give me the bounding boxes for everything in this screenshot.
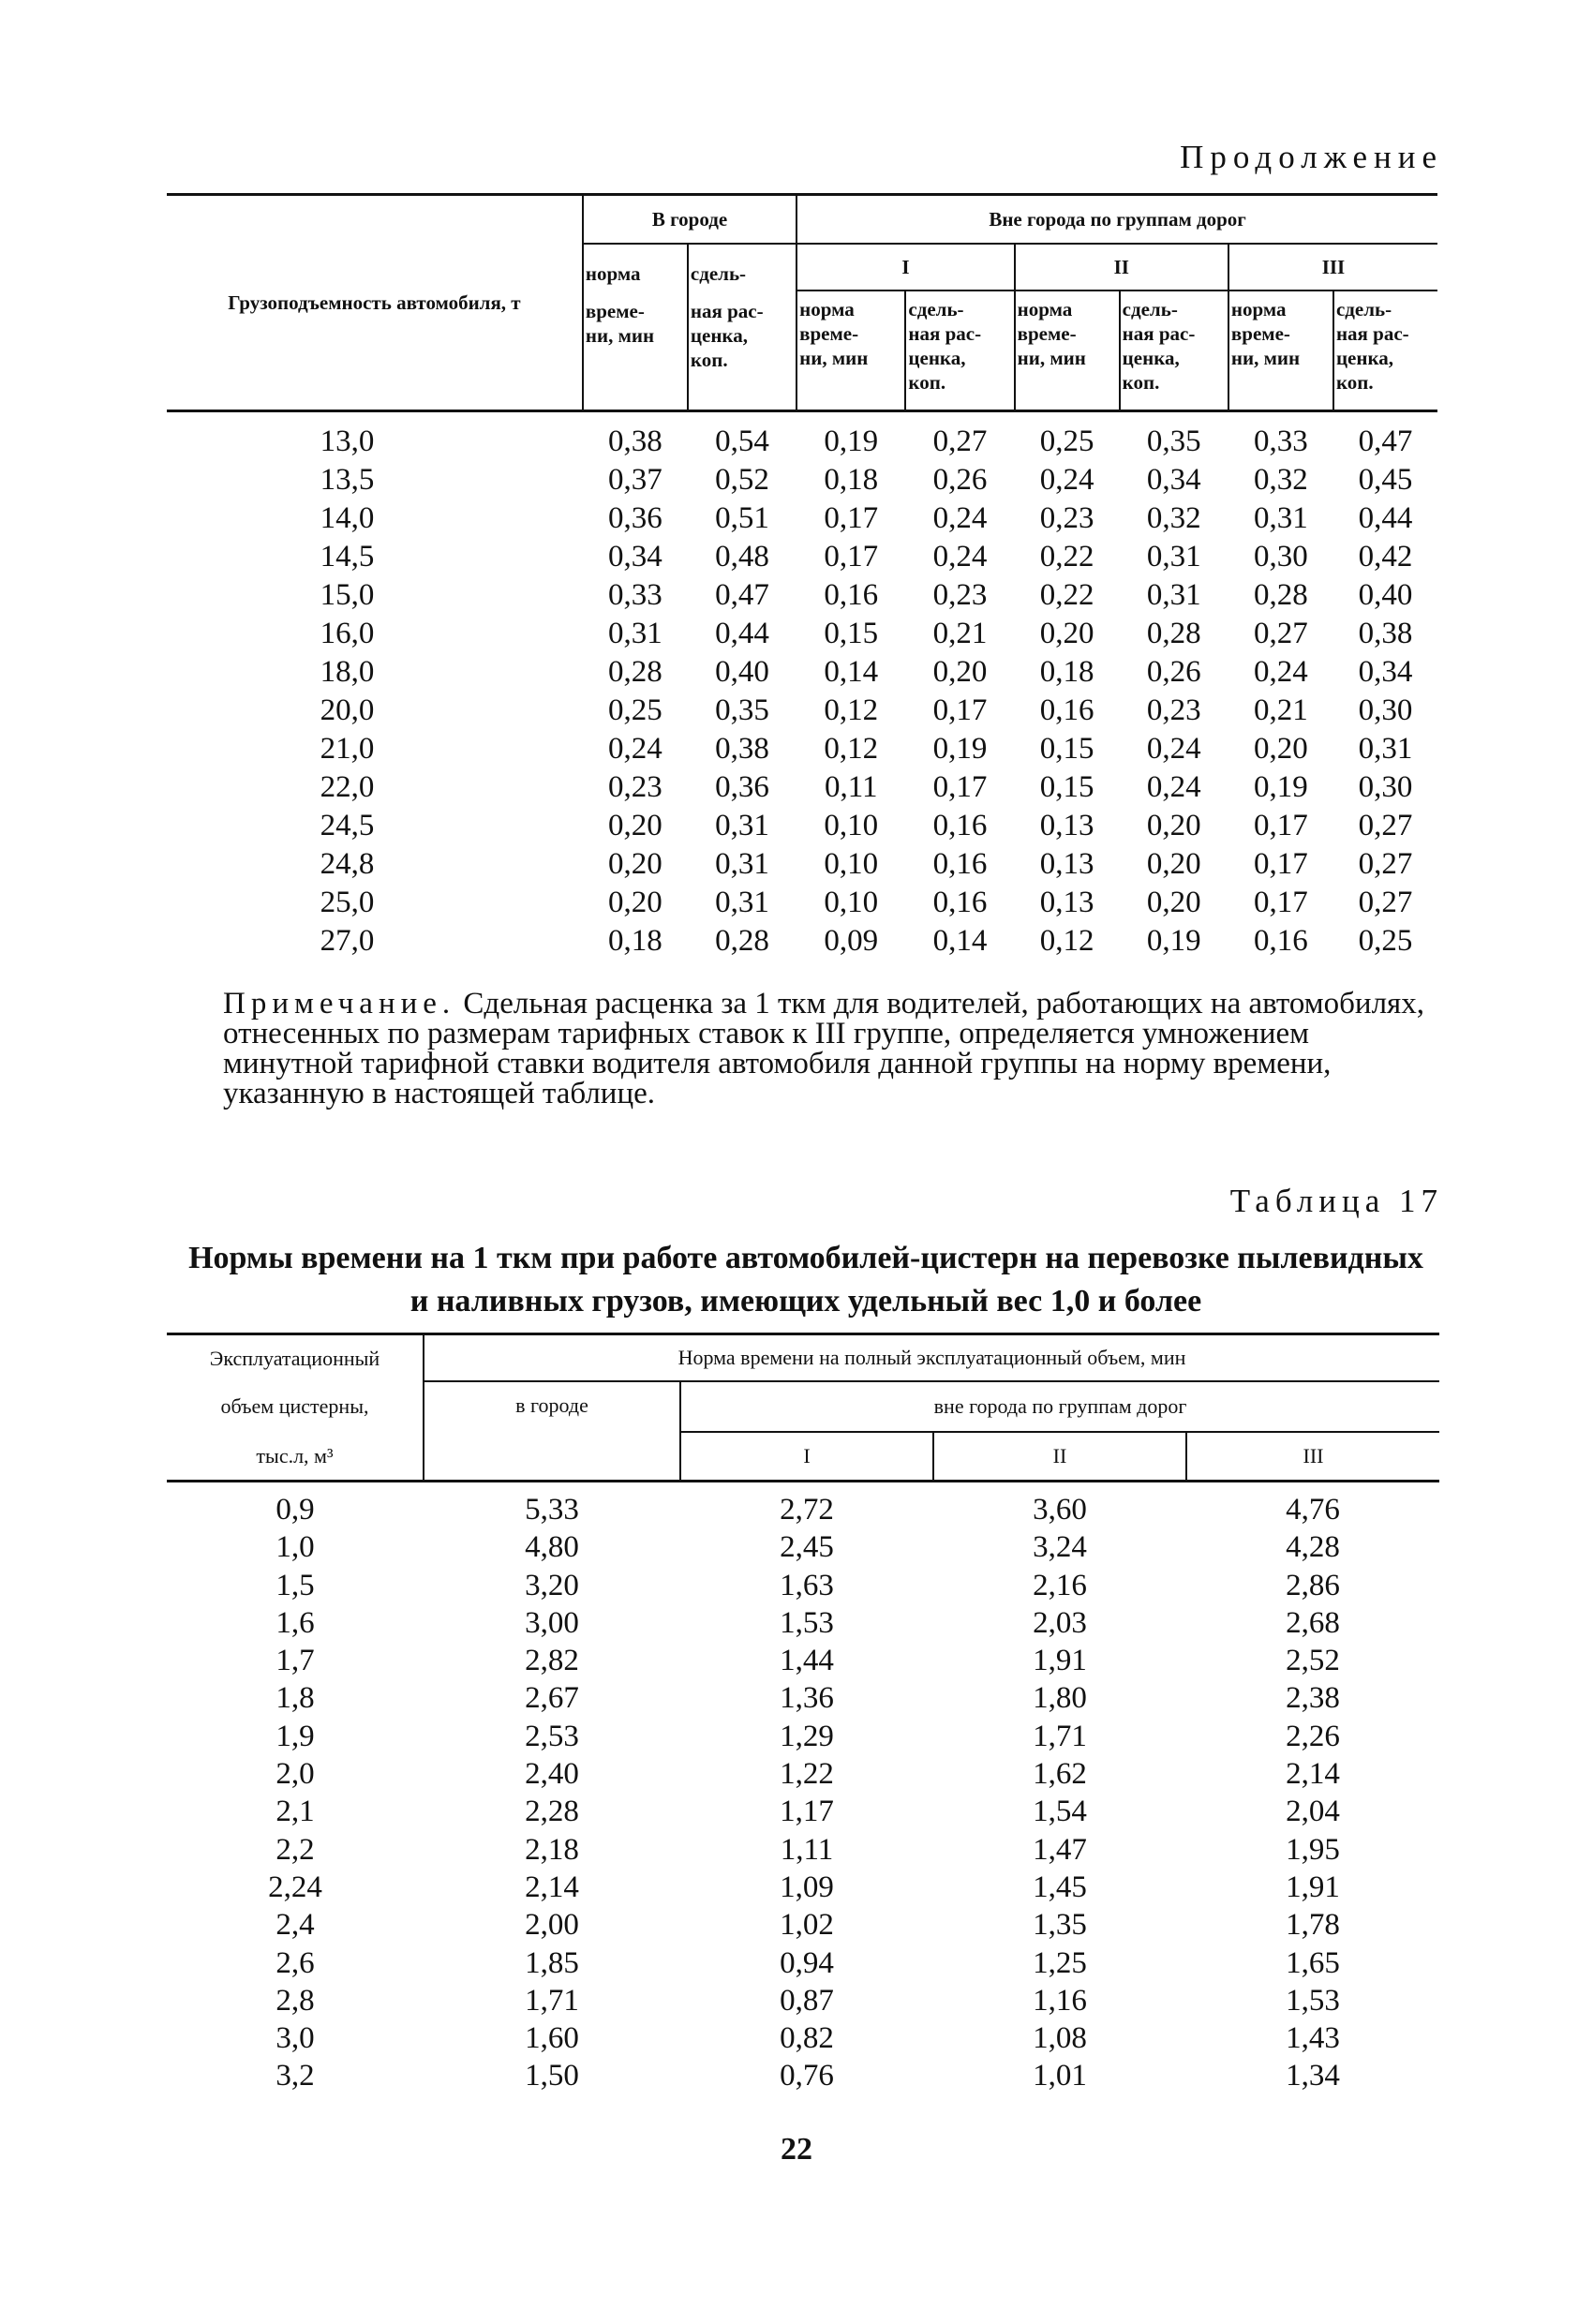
- value-cell: 0,16: [932, 886, 988, 919]
- value-cell: 0,40: [715, 655, 769, 689]
- table-row: [167, 576, 1437, 615]
- value-cell: 0,21: [932, 617, 988, 650]
- group-1-norm-header: [796, 290, 905, 411]
- value-cell: 0,31: [715, 886, 769, 919]
- table-row: [167, 1869, 1439, 1906]
- value-cell: 1,71: [525, 1983, 579, 2018]
- value-cell: 1,36: [780, 1681, 834, 1716]
- value-cell: 0,51: [715, 501, 769, 535]
- value-cell: 1,09: [780, 1870, 834, 1904]
- value-cell: 0,16: [1039, 693, 1094, 727]
- volume-cell: 1,5: [275, 1568, 315, 1602]
- value-cell: 0,33: [608, 578, 663, 612]
- rate-line: ная рас-: [1122, 322, 1196, 345]
- value-cell: 0,31: [1358, 732, 1413, 766]
- value-cell: 1,53: [780, 1605, 834, 1640]
- value-cell: 0,32: [1146, 501, 1201, 535]
- volume-header-line-1: Эксплуатационный: [167, 1334, 424, 1382]
- value-cell: 0,18: [824, 463, 879, 497]
- value-cell: 0,28: [608, 655, 663, 689]
- value-cell: 0,44: [1358, 501, 1413, 535]
- value-cell: 0,20: [608, 809, 663, 842]
- capacity-cell: 14,0: [320, 501, 375, 535]
- value-cell: 0,15: [1039, 732, 1094, 766]
- value-cell: 2,82: [525, 1644, 579, 1678]
- value-cell: 1,17: [780, 1795, 834, 1829]
- value-cell: 4,76: [1286, 1493, 1340, 1527]
- value-cell: 0,17: [824, 540, 879, 574]
- value-cell: 2,45: [780, 1530, 834, 1565]
- rate-line: сдель-: [908, 298, 964, 320]
- value-cell: 0,34: [1358, 655, 1413, 689]
- capacity-cell: 15,0: [320, 578, 375, 612]
- value-cell: 0,10: [824, 809, 879, 842]
- value-cell: 1,25: [1033, 1945, 1087, 1980]
- table-row: [167, 1831, 1439, 1869]
- capacity-cell: 13,0: [320, 425, 375, 458]
- note-text: Сдельная расценка за 1 ткм для водителей, работающих на автомобилях, отнесенных по размерам тарифных ставок к III группе, определяется умножением минутной тарифной ставки водителя автомобиля данной группы на норму времени, указанную в настоящей таблице.: [223, 987, 1424, 1110]
- value-cell: 0,23: [932, 578, 988, 612]
- value-cell: 4,80: [525, 1530, 579, 1565]
- value-cell: 0,23: [1146, 693, 1201, 727]
- value-cell: 0,17: [1254, 847, 1308, 881]
- table-note: [223, 989, 1441, 1109]
- rate-line: ценка,: [1335, 347, 1393, 369]
- table-row: [167, 1944, 1439, 1982]
- value-cell: 1,53: [1286, 1983, 1340, 2018]
- capacity-cell: 20,0: [320, 693, 375, 727]
- value-cell: 0,24: [608, 732, 663, 766]
- value-cell: 0,31: [715, 809, 769, 842]
- norm-line: норма: [799, 298, 855, 320]
- value-cell: 1,71: [1033, 1719, 1087, 1753]
- table-row: [167, 922, 1437, 961]
- norm-line: време-: [1230, 322, 1290, 345]
- capacity-cell: 22,0: [320, 770, 375, 804]
- value-cell: 1,65: [1286, 1945, 1340, 1980]
- table-row: [167, 1793, 1439, 1830]
- value-cell: 0,17: [932, 693, 988, 727]
- value-cell: 1,78: [1286, 1908, 1340, 1943]
- rate-line: ная рас-: [690, 300, 764, 322]
- t17-group-2-header: II: [933, 1432, 1186, 1482]
- rate-line: коп.: [690, 349, 728, 371]
- volume-cell: 2,6: [275, 1945, 315, 1980]
- capacity-cell: 18,0: [320, 655, 375, 689]
- value-cell: 0,18: [608, 924, 663, 958]
- value-cell: 0,22: [1039, 540, 1094, 574]
- value-cell: 0,34: [1146, 463, 1201, 497]
- value-cell: 2,86: [1286, 1568, 1340, 1602]
- value-cell: 0,48: [715, 540, 769, 574]
- capacity-column-header: Грузоподъемность автомобиля, т: [167, 195, 583, 411]
- value-cell: 0,31: [1146, 540, 1201, 574]
- norm-line: ни, мин: [799, 347, 869, 369]
- volume-cell: 2,2: [275, 1832, 315, 1867]
- value-cell: 0,28: [1146, 617, 1201, 650]
- value-cell: 2,26: [1286, 1719, 1340, 1753]
- table-row: [167, 1528, 1439, 1566]
- value-cell: 4,28: [1286, 1530, 1340, 1565]
- norm-line: ни, мин: [1017, 347, 1086, 369]
- value-cell: 0,24: [1146, 770, 1201, 804]
- volume-cell: 1,8: [275, 1681, 315, 1716]
- value-cell: 0,24: [1039, 463, 1094, 497]
- value-cell: 0,26: [932, 463, 988, 497]
- value-cell: 2,18: [525, 1832, 579, 1867]
- capacity-cell: 13,5: [320, 463, 375, 497]
- value-cell: 0,28: [1254, 578, 1308, 612]
- table-row: [167, 884, 1437, 922]
- value-cell: 0,35: [1146, 425, 1201, 458]
- volume-cell: 2,8: [275, 1983, 315, 2018]
- value-cell: 0,13: [1039, 809, 1094, 842]
- capacity-cell: 24,8: [320, 847, 375, 881]
- value-cell: 0,35: [715, 693, 769, 727]
- value-cell: 0,19: [824, 425, 879, 458]
- table-number: Таблица 17: [1229, 1183, 1443, 1219]
- value-cell: 0,24: [1254, 655, 1308, 689]
- capacity-cell: 24,5: [320, 809, 375, 842]
- table-row: [167, 411, 1437, 462]
- value-cell: 1,34: [1286, 2059, 1340, 2093]
- volume-cell: 2,1: [275, 1795, 315, 1829]
- rate-line: сдель-: [690, 262, 747, 285]
- norm-line: време-: [585, 300, 645, 322]
- value-cell: 0,10: [824, 847, 879, 881]
- value-cell: 0,40: [1358, 578, 1413, 612]
- value-cell: 0,17: [932, 770, 988, 804]
- truck-capacity-table: [167, 193, 1437, 961]
- rate-line: ценка,: [908, 347, 966, 369]
- table-row: [167, 1755, 1439, 1793]
- value-cell: 1,43: [1286, 2021, 1340, 2056]
- value-cell: 0,12: [824, 732, 879, 766]
- table-row: [167, 730, 1437, 768]
- rate-line: ценка,: [690, 324, 748, 347]
- value-cell: 0,19: [1146, 924, 1201, 958]
- value-cell: 0,20: [1146, 847, 1201, 881]
- value-cell: 0,20: [1146, 886, 1201, 919]
- value-cell: 1,11: [780, 1832, 834, 1867]
- value-cell: 0,17: [1254, 809, 1308, 842]
- value-cell: 5,33: [525, 1493, 579, 1527]
- volume-cell: 3,2: [275, 2059, 315, 2093]
- note-lead: Примечание.: [223, 987, 456, 1020]
- value-cell: 0,25: [1358, 924, 1413, 958]
- group-3-header: III: [1228, 244, 1437, 290]
- value-cell: 0,16: [932, 847, 988, 881]
- value-cell: 0,47: [715, 578, 769, 612]
- value-cell: 1,63: [780, 1568, 834, 1602]
- value-cell: 3,60: [1033, 1493, 1087, 1527]
- rate-line: коп.: [908, 371, 946, 394]
- value-cell: 0,20: [608, 886, 663, 919]
- value-cell: 2,67: [525, 1681, 579, 1716]
- value-cell: 0,38: [1358, 617, 1413, 650]
- value-cell: 2,40: [525, 1757, 579, 1792]
- value-cell: 0,52: [715, 463, 769, 497]
- value-cell: 0,24: [932, 540, 988, 574]
- value-cell: 0,33: [1254, 425, 1308, 458]
- value-cell: 1,08: [1033, 2021, 1087, 2056]
- value-cell: 0,14: [932, 924, 988, 958]
- table-row: [167, 653, 1437, 692]
- value-cell: 1,95: [1286, 1832, 1340, 1867]
- value-cell: 0,15: [1039, 770, 1094, 804]
- value-cell: 0,19: [1254, 770, 1308, 804]
- norm-time-header: Норма времени на полный эксплуатационный объем, мин: [424, 1334, 1439, 1382]
- volume-header-line-2: объем цистерны,: [220, 1394, 369, 1418]
- value-cell: 0,94: [780, 1945, 834, 1980]
- t17-group-1-header: I: [680, 1432, 933, 1482]
- table-row: [167, 2057, 1439, 2094]
- volume-header-line-3: тыс.л, м³: [167, 1432, 424, 1482]
- value-cell: 1,47: [1033, 1832, 1087, 1867]
- norm-line: ни, мин: [1230, 347, 1301, 369]
- volume-cell: 0,9: [275, 1493, 315, 1527]
- volume-cell: 1,6: [275, 1605, 315, 1640]
- value-cell: 3,00: [525, 1605, 579, 1640]
- value-cell: 0,21: [1254, 693, 1308, 727]
- norm-line: ни, мин: [585, 324, 655, 347]
- rate-line: ценка,: [1122, 347, 1180, 369]
- truck-capacity-table-body: [167, 411, 1437, 961]
- rate-line: коп.: [1122, 371, 1160, 394]
- table-row: [167, 845, 1437, 884]
- value-cell: 0,20: [1146, 809, 1201, 842]
- value-cell: 1,62: [1033, 1757, 1087, 1792]
- value-cell: 0,26: [1146, 655, 1201, 689]
- outside-city-header: Вне города по группам дорог: [796, 195, 1437, 245]
- value-cell: 0,20: [1254, 732, 1308, 766]
- value-cell: 0,44: [715, 617, 769, 650]
- value-cell: 1,50: [525, 2059, 579, 2093]
- group-2-norm-header: [1015, 290, 1120, 411]
- in-city-header: В городе: [583, 195, 796, 245]
- value-cell: 2,52: [1286, 1644, 1340, 1678]
- value-cell: 0,30: [1358, 770, 1413, 804]
- value-cell: 0,42: [1358, 540, 1413, 574]
- value-cell: 2,14: [525, 1870, 579, 1904]
- rate-line: ная рас-: [1335, 322, 1409, 345]
- value-cell: 0,27: [1358, 809, 1413, 842]
- value-cell: 1,02: [780, 1908, 834, 1943]
- value-cell: 0,10: [824, 886, 879, 919]
- table-row: [167, 499, 1437, 538]
- t17-group-3-header: III: [1186, 1432, 1439, 1482]
- group-2-header: II: [1015, 244, 1228, 290]
- value-cell: 0,27: [1358, 886, 1413, 919]
- value-cell: 2,53: [525, 1719, 579, 1753]
- value-cell: 1,85: [525, 1945, 579, 1980]
- norm-line: време-: [1017, 322, 1077, 345]
- table-row: [167, 768, 1437, 807]
- value-cell: 2,72: [780, 1493, 834, 1527]
- value-cell: 0,11: [825, 770, 878, 804]
- table-row: [167, 1718, 1439, 1755]
- value-cell: 0,22: [1039, 578, 1094, 612]
- table-title: Нормы времени на 1 ткм при работе автомобилей-цистерн на перевозке пылевидных и наливных грузов, имеющих удельный вес 1,0 и более: [188, 1241, 1423, 1318]
- value-cell: 0,36: [715, 770, 769, 804]
- group-1-rate-header: [905, 290, 1014, 411]
- capacity-cell: 25,0: [320, 886, 375, 919]
- value-cell: 1,60: [525, 2021, 579, 2056]
- value-cell: 0,24: [1146, 732, 1201, 766]
- value-cell: 0,82: [780, 2021, 834, 2056]
- page-number: 22: [781, 2132, 812, 2167]
- value-cell: 0,12: [824, 693, 879, 727]
- value-cell: 0,15: [824, 617, 879, 650]
- value-cell: 1,01: [1033, 2059, 1087, 2093]
- capacity-cell: 14,5: [320, 540, 375, 574]
- value-cell: 2,00: [525, 1908, 579, 1943]
- value-cell: 0,27: [1254, 617, 1308, 650]
- value-cell: 0,28: [715, 924, 769, 958]
- continuation-label: Продолжение: [1180, 139, 1443, 175]
- value-cell: 1,35: [1033, 1908, 1087, 1943]
- value-cell: 1,29: [780, 1719, 834, 1753]
- volume-cell: 2,4: [275, 1908, 315, 1943]
- value-cell: 1,22: [780, 1757, 834, 1792]
- value-cell: 1,91: [1033, 1644, 1087, 1678]
- capacity-cell: 27,0: [320, 924, 375, 958]
- table-row: [167, 1604, 1439, 1642]
- tank-truck-table: [167, 1333, 1439, 2095]
- value-cell: 0,27: [1358, 847, 1413, 881]
- volume-cell: 1,9: [275, 1719, 315, 1753]
- value-cell: 0,31: [1146, 578, 1201, 612]
- value-cell: 2,16: [1033, 1568, 1087, 1602]
- table-row: [167, 1642, 1439, 1679]
- norm-line: норма: [585, 262, 641, 285]
- value-cell: 0,09: [824, 924, 879, 958]
- value-cell: 2,04: [1286, 1795, 1340, 1829]
- table-row: [167, 461, 1437, 499]
- norm-line: време-: [799, 322, 859, 345]
- volume-cell: 1,7: [275, 1644, 315, 1678]
- value-cell: 2,38: [1286, 1681, 1340, 1716]
- value-cell: 1,91: [1286, 1870, 1340, 1904]
- value-cell: 1,54: [1033, 1795, 1087, 1829]
- value-cell: 0,20: [608, 847, 663, 881]
- value-cell: 1,16: [1033, 1983, 1087, 2018]
- value-cell: 0,31: [715, 847, 769, 881]
- value-cell: 0,17: [824, 501, 879, 535]
- city-norm-header: [583, 244, 688, 411]
- value-cell: 0,45: [1358, 463, 1413, 497]
- value-cell: 0,20: [1039, 617, 1094, 650]
- value-cell: 2,28: [525, 1795, 579, 1829]
- value-cell: 3,20: [525, 1568, 579, 1602]
- table-row: [167, 692, 1437, 730]
- rate-line: сдель-: [1335, 298, 1392, 320]
- value-cell: 0,16: [1254, 924, 1308, 958]
- city-rate-header: [688, 244, 796, 411]
- value-cell: 1,44: [780, 1644, 834, 1678]
- norm-line: норма: [1230, 298, 1287, 320]
- value-cell: 0,16: [932, 809, 988, 842]
- group-1-header: I: [796, 244, 1015, 290]
- table-row: [167, 1906, 1439, 1944]
- value-cell: 3,24: [1033, 1530, 1087, 1565]
- value-cell: 0,24: [932, 501, 988, 535]
- group-2-rate-header: [1120, 290, 1228, 411]
- value-cell: 0,32: [1254, 463, 1308, 497]
- value-cell: 0,76: [780, 2059, 834, 2093]
- volume-cell: 1,0: [275, 1530, 315, 1565]
- rate-line: сдель-: [1122, 298, 1178, 320]
- value-cell: 0,23: [608, 770, 663, 804]
- value-cell: 0,12: [1039, 924, 1094, 958]
- norm-line: норма: [1017, 298, 1073, 320]
- value-cell: 0,54: [715, 425, 769, 458]
- value-cell: 0,87: [780, 1983, 834, 2018]
- value-cell: 0,16: [824, 578, 879, 612]
- value-cell: 2,03: [1033, 1605, 1087, 1640]
- value-cell: 0,31: [608, 617, 663, 650]
- capacity-cell: 21,0: [320, 732, 375, 766]
- value-cell: 0,14: [824, 655, 879, 689]
- value-cell: 2,68: [1286, 1605, 1340, 1640]
- table-row: [167, 1482, 1439, 1529]
- value-cell: 0,18: [1039, 655, 1094, 689]
- value-cell: 0,13: [1039, 847, 1094, 881]
- outside-city-header-2: вне города по группам дорог: [680, 1381, 1439, 1432]
- group-3-norm-header: [1228, 290, 1333, 411]
- rate-line: коп.: [1335, 371, 1374, 394]
- value-cell: 0,17: [1254, 886, 1308, 919]
- value-cell: 0,19: [932, 732, 988, 766]
- volume-cell: 3,0: [275, 2021, 315, 2056]
- capacity-cell: 16,0: [320, 617, 375, 650]
- value-cell: 0,30: [1358, 693, 1413, 727]
- value-cell: 2,14: [1286, 1757, 1340, 1792]
- value-cell: 1,45: [1033, 1870, 1087, 1904]
- value-cell: 0,25: [1039, 425, 1094, 458]
- table-row: [167, 2019, 1439, 2057]
- value-cell: 0,47: [1358, 425, 1413, 458]
- value-cell: 0,23: [1039, 501, 1094, 535]
- value-cell: 0,36: [608, 501, 663, 535]
- value-cell: 0,25: [608, 693, 663, 727]
- value-cell: 0,38: [608, 425, 663, 458]
- value-cell: 0,31: [1254, 501, 1308, 535]
- value-cell: 0,34: [608, 540, 663, 574]
- value-cell: 0,20: [932, 655, 988, 689]
- value-cell: 0,13: [1039, 886, 1094, 919]
- volume-cell: 2,0: [275, 1757, 315, 1792]
- table-row: [167, 615, 1437, 653]
- table-row: [167, 807, 1437, 845]
- rate-line: ная рас-: [908, 322, 982, 345]
- value-cell: 0,37: [608, 463, 663, 497]
- group-3-rate-header: [1333, 290, 1437, 411]
- table-row: [167, 1982, 1439, 2019]
- in-city-header-2: в городе: [424, 1381, 680, 1482]
- value-cell: 0,27: [932, 425, 988, 458]
- table-row: [167, 1679, 1439, 1717]
- volume-cell: 2,24: [268, 1870, 322, 1904]
- table-row: [167, 1567, 1439, 1604]
- tank-truck-table-body: [167, 1482, 1439, 2095]
- table-row: [167, 538, 1437, 576]
- value-cell: 0,30: [1254, 540, 1308, 574]
- value-cell: 0,38: [715, 732, 769, 766]
- value-cell: 1,80: [1033, 1681, 1087, 1716]
